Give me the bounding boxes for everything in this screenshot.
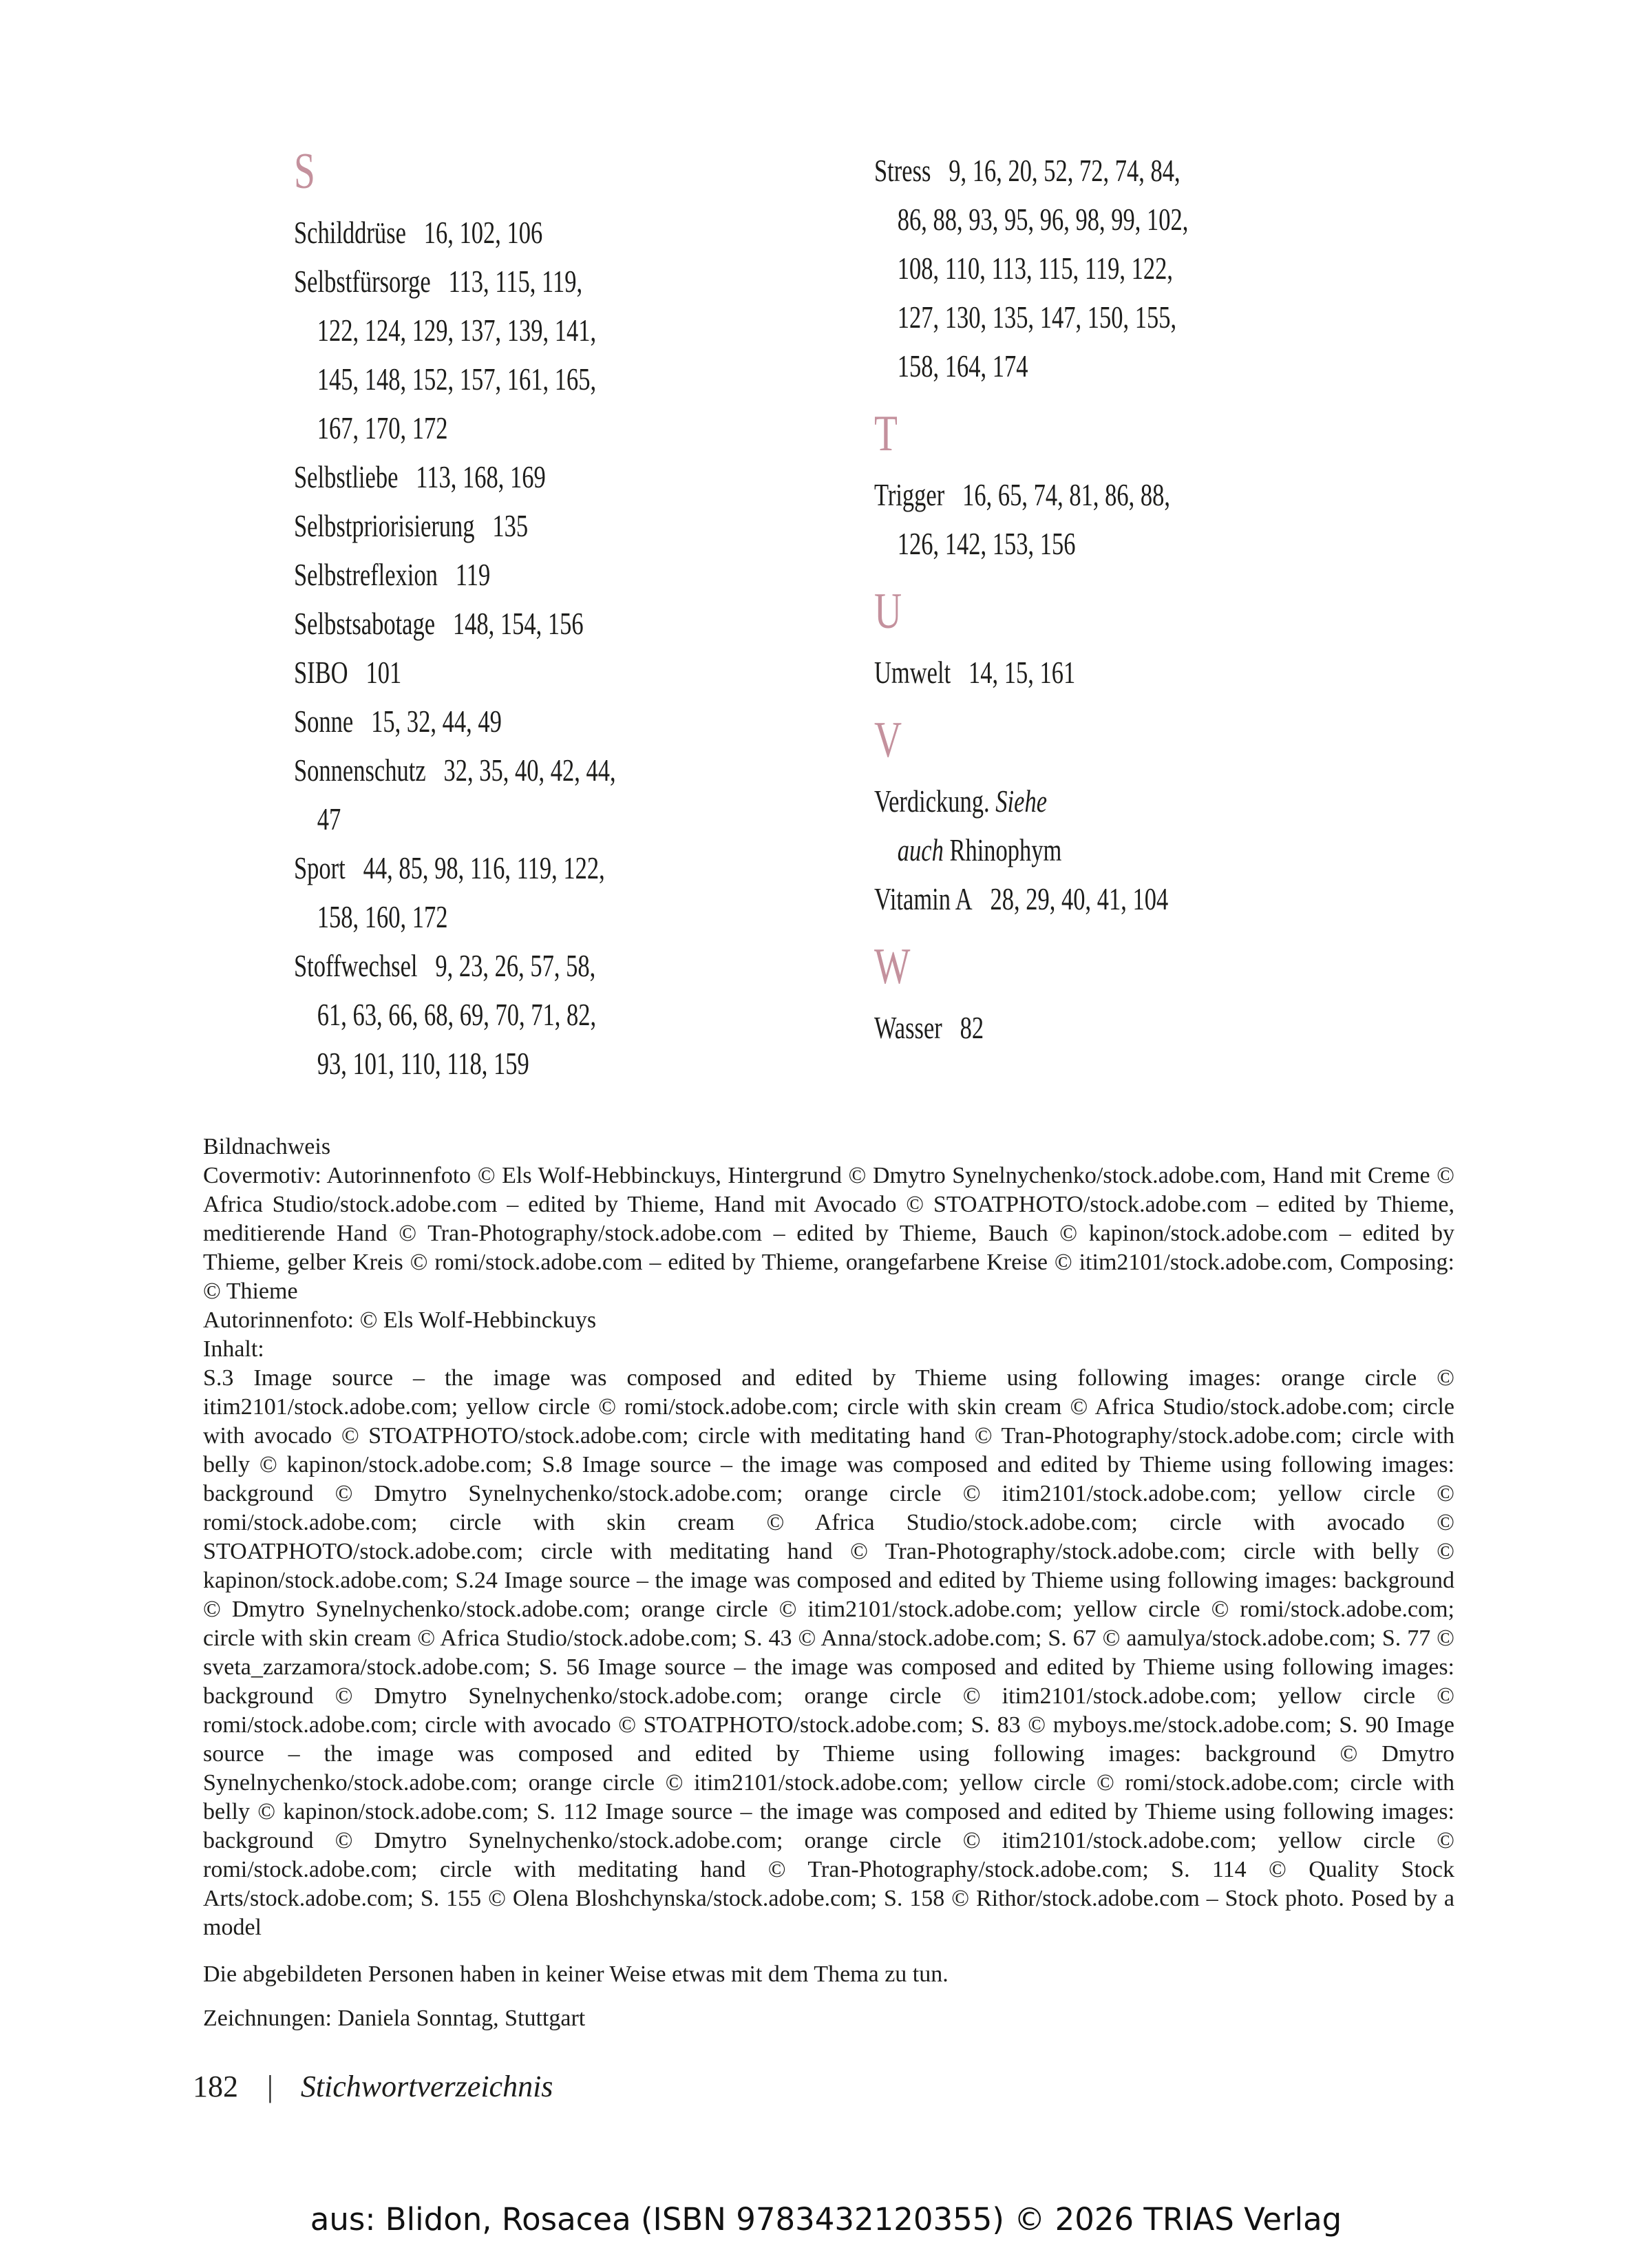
index-term: Sonnenschutz [294,753,426,788]
index-term: Vitamin A [874,881,973,916]
index-pages: 14, 15, 161 [968,655,1076,690]
index-pages: 119 [455,557,491,592]
index-pages: 9, 16, 20, 52, 72, 74, 84, 86, 88, 93, 95, 96, 98, 99, 102, 108, 110, 113, 115, 119, 122, 127, 130, 135, 147, 150, 155, 158, 164, 174 [897,153,1189,383]
index-pages: 135 [492,508,529,543]
index-term: Trigger [874,477,945,512]
index-entry [294,208,624,257]
credits-drawings-line: Zeichnungen: Daniela Sonntag, Stuttgart [203,2006,586,2031]
index-term: Selbstreflexion [294,557,438,592]
index-term: Umwelt [874,655,951,690]
chapter-title: Stichwortverzeichnis [300,2070,553,2103]
see-also-target: Rhinophym [949,832,1062,867]
section-letter-v: V [874,712,902,768]
credits-disclaimer: Die abgebildeten Personen haben in keiner Weise etwas mit dem Thema zu tun. [203,1961,949,1987]
index-entry [294,941,624,1088]
page-number: 182 [193,2070,238,2103]
section-letter-s: S [294,143,315,200]
index-pages: 16, 65, 74, 81, 86, 88, 126, 142, 153, 156 [897,477,1170,561]
credits-content-label: Inhalt: [203,1336,264,1362]
index-entry [294,257,624,452]
index-pages: 82 [960,1010,984,1045]
index-entry [294,648,624,697]
index-entry [294,697,624,746]
index-term: Sport [294,850,346,885]
image-credits [203,1133,1454,2033]
index-entry [294,599,624,648]
index-term: Stoffwechsel [294,948,418,983]
index-term: Verdickung. [874,783,990,819]
index-entry-cross-reference [874,777,1205,874]
index-term: SIBO [294,655,348,690]
source-attribution: aus: Blidon, Rosacea (ISBN 9783432120355) © 2026 TRIAS Verlag [310,2201,1342,2238]
index-entry [294,501,624,550]
index-entry [874,874,1205,923]
credits-author-photo-line: Autorinnenfoto: © Els Wolf-Hebbinckuys [203,1307,597,1333]
index-entry [294,746,624,843]
index-pages: 15, 32, 44, 49 [371,704,502,739]
index-term: Selbstsabotage [294,606,436,641]
index-term: Sonne [294,704,354,739]
index-term: Selbstfürsorge [294,264,431,299]
see-also-word: Siehe [995,783,1048,819]
index-pages: 32, 35, 40, 42, 44, 47 [317,753,616,837]
index-entry [874,648,1205,697]
credits-content-sources-paragraph: S.3 Image source – the image was composed and edited by Thieme using following images: orange circle © itim2101/stock.adobe.com; yellow circle © romi/stock.adobe.com; circle with skin cream © Africa Studio/stock.adobe.com; circle with avocado © STOATPHOTO/stock.adobe.com; circle with meditating hand © Tran-Photography/stock.adobe.com; circle with belly © kapinon/stock.adobe.com; S.8 Image source – the image was composed and edited by Thieme using following images: background © Dmytro Synelnychenko/stock.adobe.com; orange circle © itim2101/stock.adobe.com; yellow circle © romi/stock.adobe.com; circle with skin cream © Africa Studio/stock.adobe.com; circle with avocado © STOATPHOTO/stock.adobe.com; circle with meditating hand © Tran-Photography/stock.adobe.com; circle with belly © kapinon/stock.adobe.com; S.24 Image source – the image was composed and edited by Thieme using following images: background © Dmytro Synelnychenko/stock.adobe.com; orange circle © itim2101/stock.adobe.com; yellow circle © romi/stock.adobe.com; circle with skin cream © Africa Studio/stock.adobe.com; S. 43 © Anna/stock.adobe.com; S. 67 © aamulya/stock.adobe.com; S. 77 © sveta_zarzamora/stock.adobe.com; S. 56 Image source – the image was composed and edited by Thieme using following images: background © Dmytro Synelnychenko/stock.adobe.com; orange circle © itim2101/stock.adobe.com; yellow circle © romi/stock.adobe.com; circle with avocado © STOATPHOTO/stock.adobe.com; S. 83 © myboys.me/stock.adobe.com; S. 90 Image source – the image was composed and edited by Thieme using following images: background © Dmytro Synelnychenko/stock.adobe.com; orange circle © itim2101/stock.adobe.com; yellow circle © romi/stock.adobe.com; circle with belly © kapinon/stock.adobe.com; S. 112 Image source – the image was composed and edited by Thieme using following images: background © Dmytro Synelnychenko/stock.adobe.com; orange circle © itim2101/stock.adobe.com; yellow circle © romi/stock.adobe.com; circle with meditating hand © Tran-Photography/stock.adobe.com; S. 114 © Quality Stock Arts/stock.adobe.com; S. 155 © Olena Bloshchynska/stock.adobe.com; S. 158 © Rithor/stock.adobe.com – Stock photo. Posed by a model [203,1365,1454,1940]
index-column-left [294,143,624,1088]
index-pages: 9, 23, 26, 57, 58, 61, 63, 66, 68, 69, 70, 71, 82, 93, 101, 110, 118, 159 [317,948,597,1081]
index-pages: 113, 115, 119, 122, 124, 129, 137, 139, 141, 145, 148, 152, 157, 161, 165, 167, 170, 172 [317,264,597,445]
index-term: Wasser [874,1010,942,1045]
page-footer [193,2069,553,2105]
index-pages: 101 [366,655,402,690]
index-column-right [874,146,1205,1052]
index-term: Selbstliebe [294,459,399,494]
index-entry [874,470,1205,568]
index-term: Stress [874,153,931,188]
section-letter-t: T [874,406,898,462]
index-entry [874,1003,1205,1052]
index-pages: 44, 85, 98, 116, 119, 122, 158, 160, 172 [317,850,605,934]
credits-heading: Bildnachweis [203,1134,331,1159]
see-also-word: auch [897,832,944,867]
index-pages: 16, 102, 106 [423,215,543,250]
index-pages: 148, 154, 156 [452,606,584,641]
credits-cover-paragraph: Covermotiv: Autorinnenfoto © Els Wolf-Hebbinckuys, Hintergrund © Dmytro Synelnychenko/stock.adobe.com, Hand mit Creme © Africa Studio/stock.adobe.com – edited by Thieme, Hand mit Avocado © STOATPHOTO/stock.adobe.com – edited by Thieme, meditierende Hand © Tran-Photography/stock.adobe.com – edited by Thieme, Bauch © kapinon/stock.adobe.com – edited by Thieme, gelber Kreis © romi/stock.adobe.com – edited by Thieme, orangefarbene Kreise © itim2101/stock.adobe.com, Composing: © Thieme [203,1163,1454,1304]
index-pages: 28, 29, 40, 41, 104 [990,881,1169,916]
index-entry [294,843,624,941]
index-entry [874,146,1205,390]
section-letter-u: U [874,583,902,640]
index-term: Selbstpriorisierung [294,508,475,543]
index-term: Schilddrüse [294,215,406,250]
index-entry [294,452,624,501]
index-entry [294,550,624,599]
footer-separator: | [267,2070,273,2103]
section-letter-w: W [874,938,911,995]
index-pages: 113, 168, 169 [416,459,546,494]
